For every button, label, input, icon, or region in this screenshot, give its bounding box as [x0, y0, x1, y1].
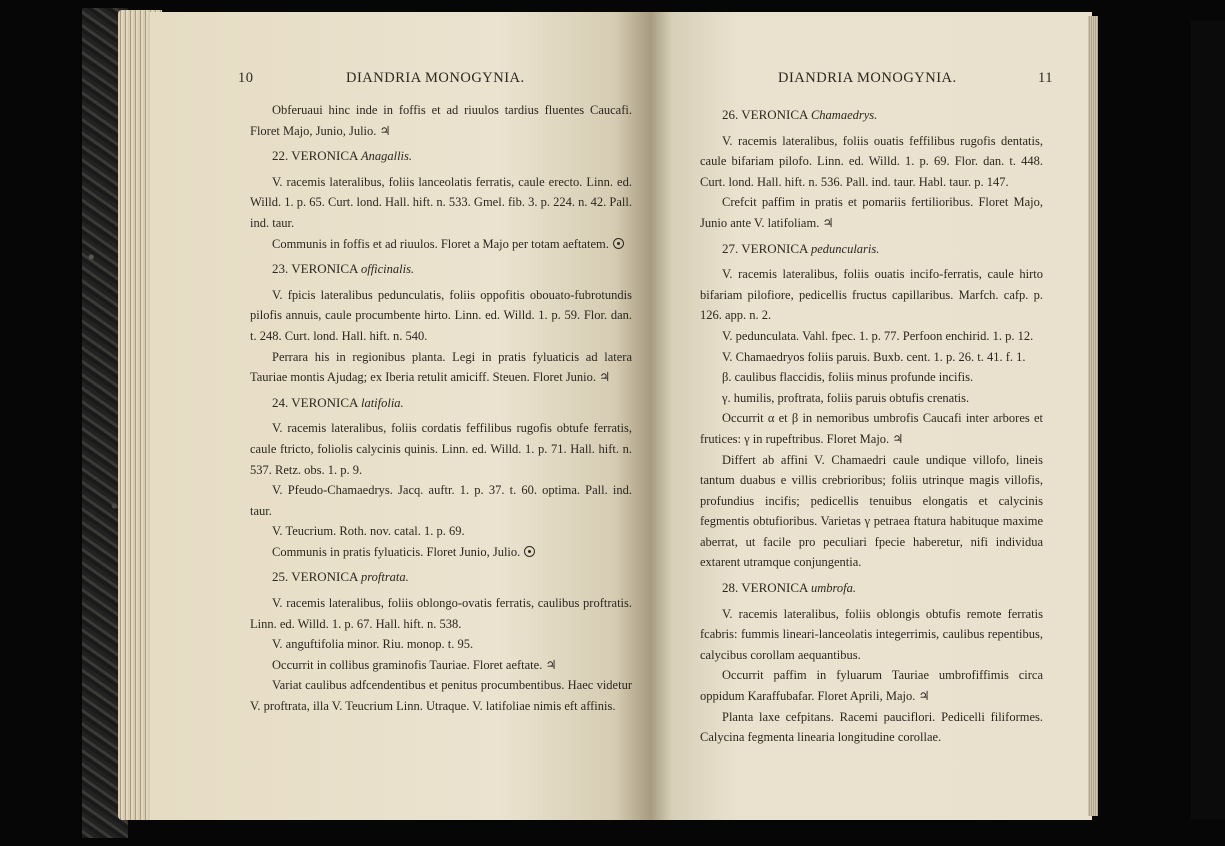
paragraph	[250, 655, 632, 676]
paragraph	[250, 285, 632, 347]
species-number: 22. VERONICA	[272, 148, 361, 164]
paragraph-text: V. Pfeudo-Chamaedrys. Jacq. auftr. 1. p. 37. t. 60. optima. Pall. ind. taur.	[250, 483, 632, 518]
paragraph	[700, 326, 1043, 347]
paragraph	[250, 593, 632, 634]
species-heading	[250, 146, 632, 167]
paragraph-text: V. racemis lateralibus, foliis cordatis feffilibus rugofis obtufe ferratis, caule ftricto, foliolis calycinis quinis. Linn. ed. Willd. 1. p. 71. Hall. hift. n. 537. Retz. obs. 1. p. 9.	[250, 421, 632, 477]
paragraph-text: V. Chamaedryos foliis paruis. Buxb. cent. 1. p. 26. t. 41. f. 1.	[722, 349, 1026, 364]
species-heading	[700, 578, 1043, 599]
paragraph-text: V. racemis lateralibus, foliis lanceolatis ferratis, caule erecto. Linn. ed. Willd. 1. p. 65. Curt. lond. Hall. hift. n. 533. Gmel. fib. 3. p. 224. n. 42. Pall. ind. taur.	[250, 174, 632, 230]
paragraph	[700, 388, 1043, 409]
paragraph	[250, 521, 632, 542]
paragraph	[250, 418, 632, 480]
species-name: umbrofa.	[810, 581, 856, 596]
paragraph	[700, 131, 1043, 193]
paragraph-text: Occurrit in collibus graminofis Tauriae. Floret aeftate. ♃	[272, 657, 557, 672]
paragraph-text: V. fpicis lateralibus pedunculatis, foliis oppofitis obouato-fubrotundis pilofis annuis, caule procumbente hirto. Linn. ed. Willd. 1. p. 59. Flor. dan. t. 248. Curt. lond. Hall. hift. n. 540.	[250, 287, 632, 343]
paragraph-text: V. pedunculata. Vahl. fpec. 1. p. 77. Perfoon enchirid. 1. p. 12.	[722, 328, 1034, 343]
annual-symbol-icon	[613, 238, 624, 249]
paragraph	[700, 707, 1043, 748]
paragraph	[700, 367, 1043, 388]
paragraph-text: V. racemis lateralibus, foliis oblongo-ovatis ferratis, caulibus proftratis. Linn. ed. Willd. 1. p. 67. Hall. hift. n. 538.	[250, 596, 632, 631]
species-number: 23. VERONICA	[272, 261, 361, 277]
paragraph-text: V. racemis lateralibus, foliis oblongis obtufis remote ferratis fcabris: fummis lineari-lanceolatis integerrimis, caulibus repentibus, calycibus corollam aequantibus.	[700, 606, 1043, 662]
paragraph	[250, 634, 632, 655]
species-number: 27. VERONICA	[722, 240, 811, 256]
paragraph	[250, 100, 632, 141]
paragraph	[700, 192, 1043, 233]
paragraph	[250, 480, 632, 521]
paragraph	[700, 604, 1043, 666]
paragraph	[700, 408, 1043, 449]
species-number: 28. VERONICA	[722, 580, 811, 596]
paragraph-text: Obferuaui hinc inde in foffis et ad riuulos tardius fluentes Caucafi. Floret Majo, Junio, Julio. ♃	[250, 103, 632, 138]
paragraph-text: V. racemis lateralibus, foliis ouatis feffilibus rugofis dentatis, caule bifariam pilofo. Linn. ed. Willd. 1. p. 69. Flor. dan. t. 448. Curt. lond. Hall. hift. n. 536. Pall. ind. taur. Habl. taur. p. 147.	[700, 133, 1043, 189]
running-head-right: DIANDRIA MONOGYNIA.	[778, 70, 957, 86]
paragraph-text: Crefcit paffim in pratis et pomariis fertilioribus. Floret Majo, Junio ante V. latifoliam. ♃	[700, 195, 1043, 230]
paragraph-text: Differt ab affini V. Chamaedri caule undique villofo, lineis tantum duabus e villis crebrioribus; foliis utrinque magis villofis, profundius incifis; pedicellis tenuibus elongatis et calycinis fegmentis obtufioribus. Varietas γ petraea ftatura habituque maxime aberrat, ut facile pro peculiari fpecie haberetur, nifi individua extarent utramque conjungentia.	[700, 452, 1043, 570]
paragraph	[700, 665, 1043, 706]
paragraph	[250, 542, 632, 563]
page-number-right: 11	[1038, 70, 1053, 86]
species-heading	[700, 105, 1043, 126]
page-number-left: 10	[238, 70, 254, 86]
species-name: latifolia.	[360, 395, 404, 410]
species-name: Anagallis.	[360, 149, 413, 164]
species-name: proftrata.	[360, 570, 409, 585]
paragraph	[250, 347, 632, 388]
species-heading	[700, 239, 1043, 260]
paragraph-text: γ. humilis, proftrata, foliis paruis obtufis crenatis.	[722, 390, 970, 405]
paragraph-text: Variat caulibus adfcendentibus et penitus procumbentibus. Haec videtur V. proftrata, illa V. Teucrium Linn. Utraque. V. latifoliae nimis eft affinis.	[250, 678, 632, 714]
paragraph	[700, 450, 1043, 574]
paragraph	[700, 264, 1043, 326]
paragraph-text: Communis in pratis fyluaticis. Floret Junio, Julio.	[272, 544, 521, 559]
book-edge-shadow	[1191, 20, 1225, 820]
annual-symbol-icon	[524, 546, 535, 557]
species-heading	[250, 567, 632, 588]
paragraph-text: V. racemis lateralibus, foliis ouatis incifo-ferratis, caule hirto bifariam pilofiore, pedicellis fructus capillaribus. Marfch. cafp. p. 126. app. n. 2.	[700, 267, 1043, 323]
paragraph-text: Perrara his in regionibus planta. Legi in pratis fyluaticis ad latera Tauriae montis Ajudag; ex Iberia retulit amiciff. Steuen. Floret Junio. ♃	[250, 349, 632, 385]
species-heading	[250, 259, 632, 280]
paragraph-text: β. caulibus flaccidis, foliis minus profunde incifis.	[722, 370, 974, 385]
paragraph-text: Communis in foffis et ad riuulos. Floret a Majo per totam aeftatem.	[272, 236, 609, 251]
species-heading	[250, 393, 632, 414]
species-name: Chamaedrys.	[810, 108, 878, 122]
species-name: officinalis.	[360, 262, 415, 277]
running-head-left: DIANDRIA MONOGYNIA.	[346, 70, 525, 86]
paragraph-text: V. Teucrium. Roth. nov. catal. 1. p. 69.	[272, 524, 465, 539]
paragraph	[250, 172, 632, 234]
page-edges-right	[1088, 16, 1098, 816]
paragraph-text: Occurrit α et β in nemoribus umbrofis Caucafi inter arbores et frutices: γ in rupeftribus. Floret Majo. ♃	[700, 411, 1043, 446]
paragraph	[700, 347, 1043, 368]
species-name: peduncularis.	[810, 241, 880, 256]
paragraph-text: Planta laxe cefpitans. Racemi pauciflori. Pedicelli filiformes. Calycina fegmenta linearia longitudine corollae.	[700, 709, 1043, 745]
left-page-text	[250, 100, 632, 717]
paragraph-text: Occurrit paffim in fyluarum Tauriae umbrofiffimis circa oppidum Karaffubafar. Floret Aprili, Majo. ♃	[700, 668, 1043, 704]
species-number: 24. VERONICA	[272, 394, 361, 410]
species-number: 25. VERONICA	[272, 569, 361, 585]
paragraph	[250, 675, 632, 716]
paragraph	[250, 234, 632, 255]
right-page-text	[700, 100, 1043, 748]
species-number: 26. VERONICA	[722, 107, 811, 122]
paragraph-text: V. anguftifolia minor. Riu. monop. t. 95.	[272, 637, 474, 652]
